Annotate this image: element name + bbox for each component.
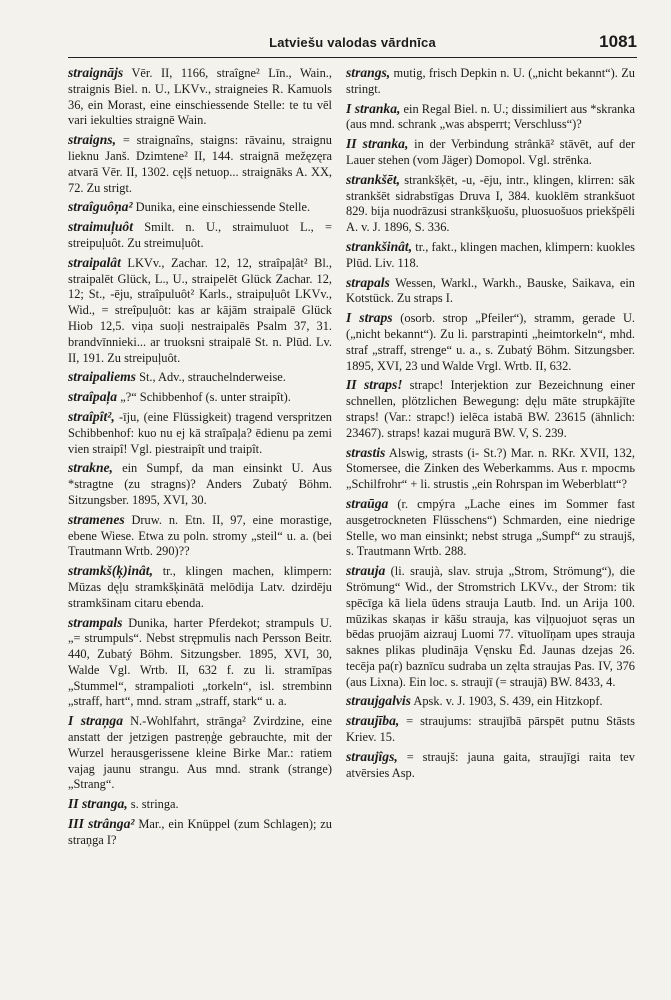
- entry-headword: I straņga: [68, 713, 123, 729]
- entry-definition: (li. sraujà, slav. struja „Strom, Strömung“), die Strömung“ Wid., der Stromstrich LKVv., der Strom: tik spēcīga kā liela ūdens strauja Lautb. Ind. un Arija 100. mūzikas skaņas ir kāšu strauja, kas viļņuojuot sęras un bēdas pruojām aizrauj Luomi 77. vītuolīņam upes strauja saknes plikas pludināja Vęnsku Ēd. Jaunas dzejas 26. tecēja pa(r) baznīcu sudraba un zęlta straujas Pas. IV, 376 (aus Lixna). Ein loc. s. straujī (= straujā) BW. 8433, 4.: [346, 564, 635, 689]
- right-column: [346, 65, 635, 784]
- dictionary-entry: [346, 310, 635, 374]
- entry-definition: (osorb. strop „Pfeiler“), stramm, gerade U. („nicht bekannt“). Zu li. parstrapinti „heimtorkeln“, mhd. straf „straff, strenge“ u. a., s. Zubatý Böhm. Sitzungsber. 1895, XVI, 23 und Walde Vrgl. Wrtb. II, 632.: [346, 311, 635, 373]
- dictionary-entry: [68, 369, 332, 386]
- dictionary-entry: [68, 255, 332, 367]
- entry-definition: Wessen, Warkl., Warkh., Bauske, Saikava, ein Kotstück. Zu straps I.: [346, 275, 635, 306]
- dictionary-entry: [346, 749, 635, 782]
- entry-definition: = straujš: jauna gaita, straujīgi raita tev atvērsies Asp.: [346, 749, 635, 780]
- entry-definition: LKVv., Zachar. 12, 12, straîpaļât² Bl., straipalēt Glück, L., U., straipelēt Glück Zachar. 12, 12; St., -ēju, straîpuluôt² Karls., straipuļuôt LKVv., Wid., = streîpuļuôt: kas ar kājām straipalē Glück Hiob 12,5. viņa suoļi nestraipalēs Psalm 37, 31. brandvīnnieki... ar truoksni straipalē St. n. Plūd. Lv. II, 191. Zu streipuļuôt.: [68, 255, 332, 365]
- dictionary-entry: [68, 460, 332, 508]
- entry-headword: straîguôņa²: [68, 199, 133, 215]
- entry-definition: tr., klingen machen, klimpern: Mūzas dęļu stramkšķinātā melōdija Latv. dzirdēju stramkšinam citaru ebenda.: [68, 564, 332, 610]
- entry-definition: Smilt. n. U., straimuluot L., = streipuļuôt. Zu streimuļuôt.: [68, 220, 332, 250]
- entry-definition: strapc! Interjektion zur Bezeichnung einer schnellen, plötzlichen Bewegung: dęļu māte strupkājīte straps! (Var.: strapc!) ielēca istabā BW. 23615 (ähnlich: 23467). straps! kazai mugurā BW. V, S. 239.: [346, 378, 635, 440]
- dictionary-entry: [68, 615, 332, 711]
- dictionary-entry: [68, 389, 332, 406]
- entry-headword: I stranka,: [346, 100, 401, 116]
- entry-headword: straîpaļa: [68, 389, 118, 405]
- entry-definition: Dunika, eine einschiessende Stelle.: [132, 200, 311, 215]
- entry-definition: Vēr. II, 1166, straîgne² Līn., Wain., straignis Biel. n. U., LKVv., straigneies R. Kamuols 36, ein Morast, eine einschiessende Stelle: te tu vēl vari iekulties straignē Wain.: [68, 66, 332, 128]
- entry-headword: strankšēt,: [346, 171, 401, 187]
- entry-headword: strangs,: [346, 65, 391, 80]
- entry-headword: strastis: [346, 444, 386, 460]
- entry-definition: „?“ Schibbenhof (s. unter straipît).: [117, 390, 291, 405]
- entry-headword: straipalât: [68, 254, 121, 270]
- dictionary-entry: [346, 172, 635, 236]
- entry-definition: Apsk. v. J. 1903, S. 439, ein Hitzkopf.: [410, 694, 603, 709]
- dictionary-entry: [68, 796, 332, 813]
- dictionary-entry: [346, 239, 635, 272]
- dictionary-entry: [346, 445, 635, 493]
- entry-headword: strauja: [346, 563, 386, 579]
- entry-definition: Alswig, strasts (i- St.?) Mar. n. RKr. XVII, 132, Stomersee, die Zinken des Weberkamms. Aus r. mросmь „Schilfrohr“ + li. strustis „ein Rohrspan im Weberblatt“?: [346, 445, 635, 492]
- left-column: [68, 65, 332, 852]
- dictionary-entry: [346, 563, 635, 690]
- entry-definition: s. stringa.: [127, 797, 179, 812]
- entry-headword: straujîgs,: [346, 748, 398, 764]
- entry-headword: strakne,: [68, 460, 113, 476]
- dictionary-entry: [346, 713, 635, 746]
- entry-definition: strankšķēt, -u, -ēju, intr., klingen, klirren: sāk strankšēt sidrabstīgas Druva I, 384. kuoklēm strankšuot 829. bija nuodrāzusi strankšķuošu, pluosuošuos priekšpēli A. v. J. 1896, S. 336.: [346, 172, 635, 235]
- page-number: 1081: [599, 32, 637, 51]
- dictionary-entry: [68, 563, 332, 611]
- entry-headword: straigns,: [68, 132, 116, 148]
- dictionary-entry: [68, 132, 332, 196]
- dictionary-entry: [68, 409, 332, 457]
- entry-definition: in der Verbindung strânkā² stāvēt, auf der Lauer stehen (vom Jäger) Domopol. Vgl. strēnka.: [346, 137, 636, 167]
- dictionary-entry: [346, 65, 635, 98]
- dictionary-entry: [68, 713, 332, 793]
- entry-headword: straimuļuôt: [68, 219, 133, 235]
- entry-headword: stramkš(ķ)inât,: [68, 563, 153, 579]
- entry-headword: II stranka,: [346, 136, 409, 152]
- entry-definition: St., Adv., strauchelnderweise.: [135, 370, 286, 385]
- entry-definition: ein Sumpf, da man einsinkt U. Aus *stragtne (zu stragns)? Anders Zubatý Böhm. Sitzungsber. 1895, XVI, 30.: [68, 461, 332, 507]
- dictionary-entry: [346, 377, 635, 441]
- running-title: Latviešu valodas vārdnīca: [269, 35, 436, 50]
- dictionary-entry: [346, 136, 635, 169]
- entry-headword: straujība,: [346, 713, 400, 729]
- dictionary-entry: [68, 65, 332, 129]
- entry-headword: straujgalvis: [346, 693, 411, 709]
- entry-headword: I straps: [346, 310, 393, 326]
- entry-definition: = straujums: straujībā pārspēt putnu Stāsts Kriev. 15.: [346, 714, 635, 745]
- entry-definition: -īju, (eine Flüssigkeit) tragend verspritzen Schibbenhof: kuo nu ej kā straîpaļa? ēdienu pa zemi vien straipî! Vgl. piestraipît und traipît.: [68, 409, 332, 456]
- entry-definition: Druw. n. Etn. II, 97, eine morastige, ebene Wiese. Etwa zu poln. stromy „steil“ u. a. (bei Trautmann Wrtb. 290)??: [68, 512, 332, 559]
- dictionary-entry: [346, 275, 635, 308]
- entry-headword: strankšinât,: [346, 238, 413, 254]
- entry-headword: II stranga,: [68, 796, 128, 812]
- entry-headword: straîpît²,: [68, 408, 115, 424]
- entry-definition: Mar., ein Knüppel (zum Schlagen); zu straņga I?: [68, 817, 332, 847]
- entry-headword: stramenes: [68, 511, 125, 527]
- entry-headword: strampals: [68, 614, 123, 630]
- page-header: [68, 32, 637, 58]
- entry-definition: tr., fakt., klingen machen, klimpern: kuokles Plūd. Liv. 118.: [346, 239, 635, 270]
- dictionary-entry: [68, 199, 332, 216]
- dictionary-entry: [68, 219, 332, 252]
- entry-headword: straignājs: [68, 65, 124, 80]
- entry-headword: II straps!: [346, 377, 403, 393]
- entry-definition: Dunika, harter Pferdekot; strampuls U. „= strumpuls“. Nebst strępmulis nach Persson Beitr. 440, Zubatý Böhm. Sitzungsber. 1895, XVI, 30, Walde Vgl. Wrtb. II, 632 f. zu li. stramīpas „Stummel“, strampalioti „torkeln“, isl. strembinn „straff, hart“, mnd. stram „straff, stark“ u. a.: [68, 615, 332, 709]
- entry-headword: straipaliems: [68, 369, 136, 385]
- entry-headword: III strânga²: [68, 816, 135, 832]
- entry-headword: strapals: [346, 274, 390, 290]
- dictionary-entry: [346, 693, 635, 710]
- entry-definition: mutig, frisch Depkin n. U. („nicht bekannt“). Zu stringt.: [346, 66, 635, 96]
- entry-definition: ein Regal Biel. n. U.; dissimiliert aus *skranka (aus mnd. schrank „was absperrt; Verschluss“)?: [346, 101, 635, 132]
- dictionary-entry: [346, 496, 635, 560]
- entry-headword: straūga: [346, 495, 389, 511]
- entry-definition: = straignaîns, staigns: rāvainu, straignu lieknu Janš. Dzimtene² II, 144. straignā mežęzęra atvarā Vēr. II, 1302. cęļš netuop... straignāks A. XX, 72. Zu strigt.: [68, 133, 332, 195]
- entry-definition: N.-Wohlfahrt, strānga² Zvirdzine, eine anstatt der jetzigen pastreņģe gebrauchte, mit der Wurzel herausgerissene kleine Birke Mar.: ratiem vajag jaunu strangu. Aus mnd. strank (strange) „Strang“.: [68, 714, 332, 792]
- dictionary-entry: [68, 512, 332, 560]
- entry-definition: (r. cmpýгa „Lache eines im Sommer fast ausgetrockneten Flüsschens“) Schmarden, eine niedrige Stelle, wo man einsinkt; nebst struga „Sumpf“ zu straujš, s. Trautmann Wrtb. 288.: [346, 496, 635, 559]
- dictionary-entry: [68, 816, 332, 849]
- dictionary-entry: [346, 101, 635, 134]
